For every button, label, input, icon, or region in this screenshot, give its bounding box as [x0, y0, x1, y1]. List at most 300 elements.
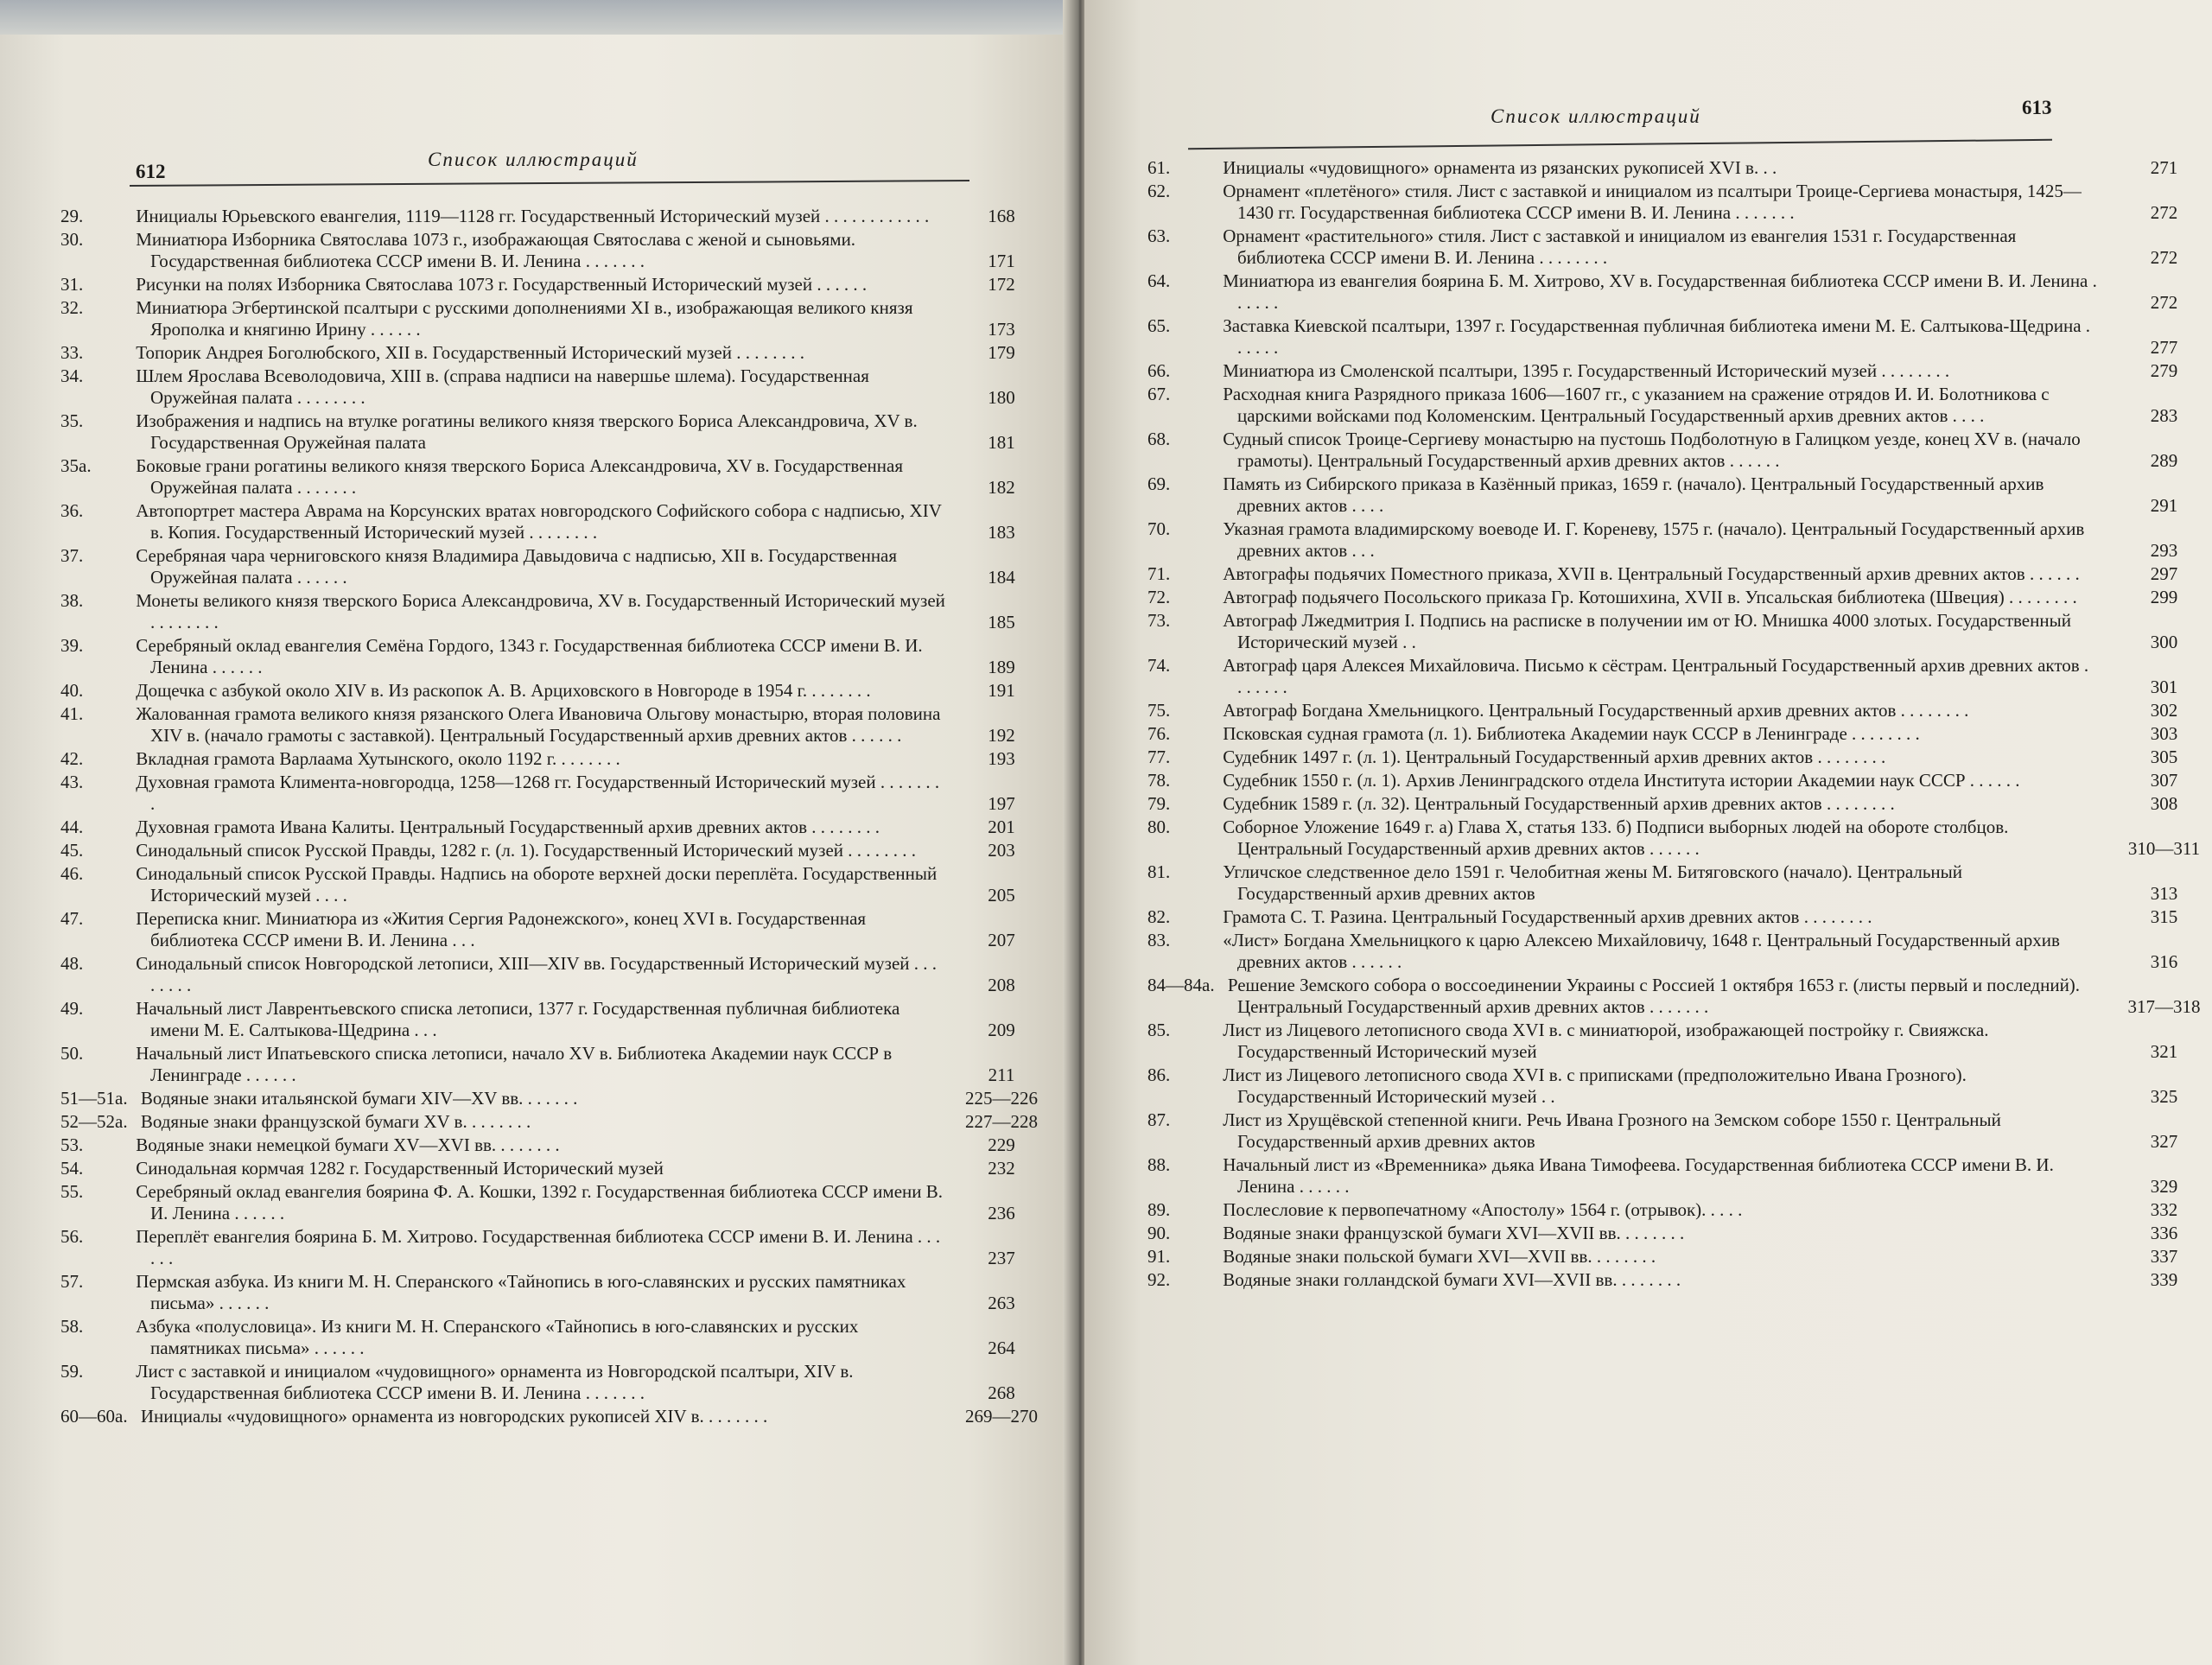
entry-page-number: 264 [988, 1338, 1015, 1358]
entry-number: 62. [1147, 181, 1171, 201]
list-item [60, 545, 1015, 588]
entry-number: 50. [60, 1043, 84, 1064]
entry-text [1147, 315, 2097, 359]
list-item [60, 863, 1015, 906]
entry-page-number: 269—270 [965, 1406, 1038, 1427]
entry-page-number: 208 [988, 975, 1015, 995]
entry-text [1147, 1064, 2097, 1108]
entry-number: 51—51а. [60, 1088, 128, 1109]
entry-caption: Переписка книг. Миниатюра из «Жития Сергия Радонежского», конец XVI в. Государственная библиотека СССР имени В. И. Ленина . . . [136, 908, 867, 950]
list-item [1147, 861, 2186, 905]
entry-page-number: 197 [988, 793, 1015, 814]
entry-caption: Лист с заставкой и инициалом «чудовищного» орнамента из Новгородской псалтыри, XIV в. Государственная библиотека СССР имени В. И. Ленина . . . . . . . [136, 1361, 854, 1403]
running-head: Список иллюстраций [1491, 105, 1701, 127]
list-item [1147, 181, 2186, 224]
entry-text [60, 274, 945, 296]
entry-page-number: 327 [2150, 1131, 2178, 1152]
list-item [60, 953, 1015, 996]
list-item [60, 772, 1015, 815]
entry-number: 41. [60, 703, 84, 724]
list-item [60, 1361, 1015, 1404]
entry-page-number: 305 [2150, 747, 2178, 767]
entry-caption: Водяные знаки итальянской бумаги XIV—XV вв. . . . . . . [140, 1088, 578, 1109]
list-item [1147, 563, 2186, 585]
list-item [60, 703, 1015, 747]
entry-page-number: 229 [988, 1134, 1015, 1155]
entry-caption: Псковская судная грамота (л. 1). Библиотека Академии наук СССР в Ленинграде . . . . . . . . [1223, 723, 1920, 744]
entry-text [60, 365, 945, 409]
entry-caption: Инициалы «чудовищного» орнамента из новгородских рукописей XIV в. . . . . . . . [140, 1406, 768, 1427]
left-page [0, 0, 1076, 1665]
entry-text [60, 1088, 945, 1109]
entry-caption: Автопортрет мастера Аврама на Корсунских вратах новгородского Софийского собора с надписью, XIV в. Копия. Государственный Исторический музей . . . . . . . . [136, 500, 942, 543]
entry-page-number: 317—318 [2127, 996, 2201, 1017]
entry-text [1147, 770, 2097, 791]
entry-number: 60—60а. [60, 1406, 128, 1427]
entry-number: 54. [60, 1158, 84, 1179]
entry-page-number: 329 [2150, 1176, 2178, 1197]
list-item [1147, 1223, 2186, 1244]
entry-number: 78. [1147, 770, 1171, 791]
entry-number: 71. [1147, 563, 1171, 584]
header-rule [1188, 139, 2052, 149]
entry-page-number: 289 [2150, 450, 2178, 471]
list-item [60, 1181, 1015, 1224]
entry-number: 63. [1147, 226, 1171, 246]
entry-text [60, 342, 945, 364]
entry-text [1147, 906, 2097, 928]
entry-caption: Синодальный список Новгородской летописи, XIII—XIV вв. Государственный Исторический музей . . . . . . . . [136, 953, 938, 995]
entry-caption: Серебряный оклад евангелия Семёна Гордого, 1343 г. Государственная библиотека СССР имени В. И. Ленина . . . . . . [136, 635, 923, 677]
entry-caption: Решение Земского собора о воссоединении Украины с Россией 1 октября 1653 г. (листы первый и последний). Центральный Государственный архив древних актов . . . . . . . [1227, 975, 2081, 1017]
entry-text [1147, 563, 2097, 585]
entry-caption: Автограф подьячего Посольского приказа Гр. Котошихина, XVII в. Упсальская библиотека (Швеция) . . . . . . . . [1223, 587, 2077, 607]
entry-caption: Миниатюра из Смоленской псалтыри, 1395 г. Государственный Исторический музей . . . . . . . . [1223, 360, 1950, 381]
entry-text [60, 1111, 945, 1133]
entry-number: 31. [60, 274, 84, 295]
entry-text [60, 229, 945, 272]
entry-text [1147, 429, 2097, 472]
entry-number: 49. [60, 998, 84, 1019]
entry-page-number: 184 [988, 567, 1015, 588]
entry-page-number: 171 [988, 251, 1015, 271]
entry-text [60, 1134, 945, 1156]
entry-caption: Заставка Киевской псалтыри, 1397 г. Государственная публичная библиотека имени М. Е. Салтыкова-Щедрина . . . . . . [1223, 315, 2091, 358]
entry-page-number: 297 [2150, 563, 2178, 584]
list-item [60, 817, 1015, 838]
entry-page-number: 299 [2150, 587, 2178, 607]
list-item [1147, 226, 2186, 269]
entry-text [60, 748, 945, 770]
entry-page-number: 279 [2150, 360, 2178, 381]
list-item [1147, 1020, 2186, 1063]
header-rule [130, 180, 969, 187]
entry-number: 55. [60, 1181, 84, 1202]
entry-caption: Судебник 1589 г. (л. 32). Центральный Государственный архив древних актов . . . . . . . . [1223, 793, 1895, 814]
list-item [60, 908, 1015, 951]
list-item [1147, 1064, 2186, 1108]
entry-caption: Азбука «полусловица». Из книги М. Н. Сперанского «Тайнопись в юго-славянских и русских памятниках письма» . . . . . . [136, 1316, 859, 1358]
list-item [1147, 270, 2186, 314]
background-strip [0, 0, 1063, 35]
entry-caption: Миниатюра из евангелия боярина Б. М. Хитрово, XV в. Государственная библиотека СССР имени В. И. Ленина . . . . . . [1223, 270, 2097, 313]
entry-caption: Автограф Богдана Хмельницкого. Центральный Государственный архив древних актов . . . . . . . . [1223, 700, 1969, 721]
entry-caption: Миниатюра Изборника Святослава 1073 г., изображающая Святослава с женой и сыновьями. Государственная библиотека СССР имени В. И. Ленина . . . . . . . [136, 229, 856, 271]
entry-caption: Водяные знаки немецкой бумаги XV—XVI вв. . . . . . . . [136, 1134, 560, 1155]
page-number: 613 [2022, 97, 2052, 118]
entry-text [60, 1271, 945, 1314]
illustration-list [1147, 157, 2201, 1293]
entry-page-number: 307 [2150, 770, 2178, 791]
entry-number: 92. [1147, 1269, 1171, 1290]
entry-number: 59. [60, 1361, 84, 1382]
entry-caption: Шлем Ярослава Всеволодовича, XIII в. (справа надписи на навершье шлема). Государственная Оружейная палата . . . . . . . . [136, 365, 869, 408]
entry-caption: Орнамент «плетёного» стиля. Лист с заставкой и инициалом из псалтыри Троице-Сергиева монастыря, 1425—1430 гг. Государственная библиотека СССР имени В. И. Ленина . . . . . . . [1223, 181, 2082, 223]
entry-text [60, 545, 945, 588]
entry-page-number: 302 [2150, 700, 2178, 721]
entry-number: 64. [1147, 270, 1171, 291]
entry-text [1147, 723, 2097, 745]
entry-caption: Рисунки на полях Изборника Святослава 1073 г. Государственный Исторический музей . . . . . . [136, 274, 868, 295]
entry-page-number: 291 [2150, 495, 2178, 516]
entry-text [1147, 1020, 2097, 1063]
entry-caption: Топорик Андрея Боголюбского, XII в. Государственный Исторический музей . . . . . . . . [136, 342, 804, 363]
entry-caption: Расходная книга Разрядного приказа 1606—1607 гг., с указанием на сражение отрядов И. И. Болотникова с царскими войсками под Коломенским. Центральный Государственный архив древних актов . . . . [1223, 384, 2050, 426]
entry-page-number: 209 [988, 1020, 1015, 1040]
list-item [1147, 723, 2186, 745]
entry-number: 73. [1147, 610, 1171, 631]
entry-number: 36. [60, 500, 84, 521]
entry-text [60, 590, 945, 633]
entry-page-number: 339 [2150, 1269, 2178, 1290]
entry-page-number: 172 [988, 274, 1015, 295]
entry-text [60, 1043, 945, 1086]
entry-number: 52—52а. [60, 1111, 128, 1132]
list-item [1147, 587, 2186, 608]
entry-caption: Начальный лист Ипатьевского списка летописи, начало XV в. Библиотека Академии наук СССР в Ленинграде . . . . . . [136, 1043, 893, 1085]
entry-number: 29. [60, 206, 84, 226]
entry-text [60, 703, 945, 747]
list-item [60, 998, 1015, 1041]
entry-text [1147, 930, 2097, 973]
running-head: Список иллюстраций [428, 149, 639, 170]
entry-page-number: 337 [2150, 1246, 2178, 1267]
entry-text [1147, 384, 2097, 427]
entry-number: 43. [60, 772, 84, 792]
list-item [1147, 610, 2186, 653]
list-item [60, 1271, 1015, 1314]
entry-text [1147, 1246, 2097, 1268]
entry-page-number: 277 [2150, 337, 2178, 358]
entry-page-number: 271 [2150, 157, 2178, 178]
entry-caption: Водяные знаки голландской бумаги XVI—XVII вв. . . . . . . . [1223, 1269, 1681, 1290]
entry-text [1147, 861, 2097, 905]
entry-caption: Лист из Лицевого летописного свода XVI в. с приписками (предположительно Ивана Грозного). Государственный Исторический музей . . [1223, 1064, 1967, 1107]
entry-caption: Судебник 1550 г. (л. 1). Архив Ленинградского отдела Института истории Академии наук СССР . . . . . . [1223, 770, 2020, 791]
entry-number: 40. [60, 680, 84, 701]
entry-number: 67. [1147, 384, 1171, 404]
entry-caption: Пермская азбука. Из книги М. Н. Сперанского «Тайнопись в юго-славянских и русских памятниках письма» . . . . . . [136, 1271, 906, 1313]
entry-number: 91. [1147, 1246, 1171, 1267]
entry-number: 61. [1147, 157, 1171, 178]
entry-number: 76. [1147, 723, 1171, 744]
list-item [60, 274, 1015, 296]
entry-caption: Переплёт евангелия боярина Б. М. Хитрово. Государственная библиотека СССР имени В. И. Ленина . . . . . . [136, 1226, 941, 1268]
entry-text [1147, 157, 2097, 179]
entry-page-number: 179 [988, 342, 1015, 363]
entry-page-number: 182 [988, 477, 1015, 498]
entry-caption: Послесловие к первопечатному «Апостолу» 1564 г. (отрывок). . . . . [1223, 1199, 1743, 1220]
entry-text [60, 908, 945, 951]
entry-page-number: 237 [988, 1248, 1015, 1268]
list-item [1147, 700, 2186, 721]
entry-caption: Духовная грамота Ивана Калиты. Центральный Государственный архив древних актов . . . . . . . . [136, 817, 880, 837]
list-item [60, 1406, 1038, 1427]
entry-caption: Судебник 1497 г. (л. 1). Центральный Государственный архив древних актов . . . . . . . . [1223, 747, 1886, 767]
list-item [60, 342, 1015, 364]
entry-caption: Судный список Троице-Сергиеву монастырю на пустошь Подболотную в Галицком уезде, конец XV в. (начало грамоты). Центральный Государственный архив древних актов . . . . . . [1223, 429, 2081, 471]
list-item [60, 635, 1015, 678]
entry-text [60, 998, 945, 1041]
entry-caption: Синодальный список Русской Правды, 1282 г. (л. 1). Государственный Исторический музей . . . . . . . . [136, 840, 917, 861]
list-item [60, 297, 1015, 340]
list-item [1147, 360, 2186, 382]
entry-text [1147, 473, 2097, 517]
entry-text [1147, 226, 2097, 269]
entry-number: 48. [60, 953, 84, 974]
entry-page-number: 191 [988, 680, 1015, 701]
list-item [1147, 315, 2186, 359]
list-item [1147, 1246, 2186, 1268]
entry-text [60, 1181, 945, 1224]
entry-number: 35. [60, 410, 84, 431]
entry-page-number: 301 [2150, 677, 2178, 697]
list-item [1147, 817, 2201, 860]
entry-number: 35а. [60, 455, 92, 476]
entry-text [60, 953, 945, 996]
list-item [60, 410, 1015, 454]
entry-caption: Начальный лист из «Временника» дьяка Ивана Тимофеева. Государственная библиотека СССР имени В. И. Ленина . . . . . . [1223, 1154, 2054, 1197]
entry-number: 72. [1147, 587, 1171, 607]
entry-caption: Миниатюра Эгбертинской псалтыри с русскими дополнениями XI в., изображающая великого князя Ярополка и княгиню Ирину . . . . . . [136, 297, 913, 340]
entry-page-number: 310—311 [2127, 838, 2201, 859]
entry-page-number: 193 [988, 748, 1015, 769]
entry-number: 89. [1147, 1199, 1171, 1220]
list-item [1147, 1199, 2186, 1221]
entry-caption: Инициалы «чудовищного» орнамента из рязанских рукописей XVI в. . . [1223, 157, 1777, 178]
entry-text [60, 635, 945, 678]
entry-text [60, 1158, 945, 1179]
entry-text [1147, 817, 2097, 860]
entry-caption: Автограф царя Алексея Михайловича. Письмо к сёстрам. Центральный Государственный архив древних актов . . . . . . . [1223, 655, 2089, 697]
entry-text [60, 206, 945, 227]
entry-page-number: 211 [988, 1064, 1015, 1085]
entry-text [1147, 655, 2097, 698]
entry-text [60, 680, 945, 702]
entry-text [1147, 700, 2097, 721]
list-item [1147, 157, 2186, 179]
list-item [1147, 655, 2186, 698]
entry-page-number: 225—226 [965, 1088, 1038, 1109]
entry-number: 79. [1147, 793, 1171, 814]
entry-caption: Водяные знаки французской бумаги XV в. . . . . . . . [140, 1111, 531, 1132]
list-item [60, 229, 1015, 272]
entry-page-number: 227—228 [965, 1111, 1038, 1132]
entry-number: 42. [60, 748, 84, 769]
entry-text [60, 455, 945, 499]
entry-caption: Жалованная грамота великого князя рязанского Олега Ивановича Ольгову монастырю, вторая половина XIV в. (начало грамоты с заставкой). Центральный Государственный архив древних актов . . . . . . [136, 703, 941, 746]
entry-text [1147, 747, 2097, 768]
entry-page-number: 203 [988, 840, 1015, 861]
entry-caption: Указная грамота владимирскому воеводе И. Г. Кореневу, 1575 г. (начало). Центральный Государственный архив древних актов . . . [1223, 518, 2085, 561]
entry-number: 47. [60, 908, 84, 929]
entry-number: 84—84а. [1147, 975, 1215, 995]
entry-caption: Угличское следственное дело 1591 г. Челобитная жены М. Битяговского (начало). Центральный Государственный архив древних актов [1223, 861, 1962, 904]
entry-page-number: 321 [2150, 1041, 2178, 1062]
entry-caption: Память из Сибирского приказа в Казённый приказ, 1659 г. (начало). Центральный Государственный архив древних актов . . . . [1223, 473, 2044, 516]
list-item [1147, 1269, 2186, 1291]
entry-page-number: 205 [988, 885, 1015, 906]
entry-text [1147, 1154, 2097, 1198]
entry-page-number: 313 [2150, 883, 2178, 904]
entry-number: 69. [1147, 473, 1171, 494]
entry-number: 53. [60, 1134, 84, 1155]
entry-page-number: 185 [988, 612, 1015, 632]
list-item [1147, 975, 2201, 1018]
entry-text [1147, 1109, 2097, 1153]
entry-text [1147, 270, 2097, 314]
entry-number: 74. [1147, 655, 1171, 676]
entry-page-number: 201 [988, 817, 1015, 837]
entry-page-number: 283 [2150, 405, 2178, 426]
entry-page-number: 300 [2150, 632, 2178, 652]
entry-number: 70. [1147, 518, 1171, 539]
entry-caption: Дощечка с азбукой около XIV в. Из раскопок А. В. Арциховского в Новгороде в 1954 г. . . . . . . . [136, 680, 871, 701]
entry-caption: Водяные знаки польской бумаги XVI—XVII вв. . . . . . . . [1223, 1246, 1656, 1267]
entry-caption: Духовная грамота Климента-новгородца, 1258—1268 гг. Государственный Исторический музей . . . . . . . . [136, 772, 940, 814]
entry-page-number: 332 [2150, 1199, 2178, 1220]
entry-caption: Орнамент «растительного» стиля. Лист с заставкой и инициалом из евангелия 1531 г. Государственная библиотека СССР имени В. И. Ленина . . . . . . . . [1223, 226, 2017, 268]
entry-number: 46. [60, 863, 84, 884]
entry-text [1147, 610, 2097, 653]
entry-page-number: 272 [2150, 292, 2178, 313]
list-item [1147, 473, 2186, 517]
entry-page-number: 207 [988, 930, 1015, 950]
entry-text [1147, 587, 2097, 608]
page-number: 612 [136, 161, 166, 182]
list-item [60, 1043, 1015, 1086]
entry-caption: Лист из Хрущёвской степенной книги. Речь Ивана Грозного на Земском соборе 1550 г. Центральный Государственный архив древних актов [1223, 1109, 2001, 1152]
entry-page-number: 268 [988, 1382, 1015, 1403]
entry-page-number: 336 [2150, 1223, 2178, 1243]
entry-number: 68. [1147, 429, 1171, 449]
entry-text [60, 1406, 945, 1427]
entry-text [60, 817, 945, 838]
list-item [1147, 1154, 2186, 1198]
entry-number: 81. [1147, 861, 1171, 882]
list-item [60, 1158, 1015, 1179]
list-item [60, 1088, 1038, 1109]
entry-number: 80. [1147, 817, 1171, 837]
entry-text [60, 840, 945, 861]
entry-page-number: 316 [2150, 951, 2178, 972]
list-item [60, 840, 1015, 861]
entry-number: 37. [60, 545, 84, 566]
right-page [1084, 0, 2212, 1665]
entry-caption: Боковые грани рогатины великого князя тверского Бориса Александровича, XV в. Государственная Оружейная палата . . . . . . . [136, 455, 903, 498]
entry-number: 34. [60, 365, 84, 386]
entry-number: 77. [1147, 747, 1171, 767]
list-item [1147, 518, 2186, 562]
list-item [1147, 1109, 2186, 1153]
entry-caption: Инициалы Юрьевского евангелия, 1119—1128 гг. Государственный Исторический музей . . . . . . . . . . . . [136, 206, 930, 226]
entry-caption: «Лист» Богдана Хмельницкого к царю Алексею Михайловичу, 1648 г. Центральный Государственный архив древних актов . . . . . . [1223, 930, 2060, 972]
list-item [1147, 930, 2186, 973]
entry-page-number: 272 [2150, 247, 2178, 268]
list-item [1147, 906, 2186, 928]
entry-caption: Вкладная грамота Варлаама Хутынского, около 1192 г. . . . . . . . [136, 748, 620, 769]
entry-text [1147, 360, 2097, 382]
entry-text [1147, 1223, 2097, 1244]
entry-number: 33. [60, 342, 84, 363]
entry-number: 88. [1147, 1154, 1171, 1175]
illustration-list [60, 206, 1038, 1429]
entry-page-number: 180 [988, 387, 1015, 408]
entry-page-number: 293 [2150, 540, 2178, 561]
entry-caption: Лист из Лицевого летописного свода XVI в. с миниатюрой, изображающей постройку г. Свияжска. Государственный Исторический музей [1223, 1020, 1989, 1062]
entry-page-number: 183 [988, 522, 1015, 543]
entry-number: 87. [1147, 1109, 1171, 1130]
entry-caption: Начальный лист Лаврентьевского списка летописи, 1377 г. Государственная публичная библиотека имени М. Е. Салтыкова-Щедрина . . . [136, 998, 900, 1040]
entry-number: 58. [60, 1316, 84, 1337]
entry-page-number: 303 [2150, 723, 2178, 744]
entry-caption: Синодальная кормчая 1282 г. Государственный Исторический музей [136, 1158, 664, 1179]
entry-caption: Серебряный оклад евангелия боярина Ф. А. Кошки, 1392 г. Государственная библиотека СССР имени В. И. Ленина . . . . . . [136, 1181, 944, 1223]
entry-caption: Автографы подьячих Поместного приказа, XVII в. Центральный Государственный архив древних актов . . . . . . [1223, 563, 2080, 584]
entry-number: 66. [1147, 360, 1171, 381]
entry-number: 75. [1147, 700, 1171, 721]
entry-text [1147, 1199, 2097, 1221]
entry-number: 44. [60, 817, 84, 837]
entry-number: 56. [60, 1226, 84, 1247]
list-item [60, 1316, 1015, 1359]
entry-page-number: 315 [2150, 906, 2178, 927]
entry-caption: Серебряная чара черниговского князя Владимира Давыдовича с надписью, XII в. Государственная Оружейная палата . . . . . . [136, 545, 898, 588]
entry-text [1147, 793, 2097, 815]
entry-number: 90. [1147, 1223, 1171, 1243]
entry-number: 83. [1147, 930, 1171, 950]
list-item [60, 365, 1015, 409]
entry-text [60, 1316, 945, 1359]
entry-number: 57. [60, 1271, 84, 1292]
entry-page-number: 192 [988, 725, 1015, 746]
entry-number: 39. [60, 635, 84, 656]
entry-text [1147, 518, 2097, 562]
entry-caption: Водяные знаки французской бумаги XVI—XVII вв. . . . . . . . [1223, 1223, 1685, 1243]
entry-number: 45. [60, 840, 84, 861]
entry-text [60, 1361, 945, 1404]
entry-page-number: 272 [2150, 202, 2178, 223]
entry-page-number: 325 [2150, 1086, 2178, 1107]
entry-page-number: 168 [988, 206, 1015, 226]
entry-text [1147, 181, 2097, 224]
entry-page-number: 236 [988, 1203, 1015, 1223]
list-item [60, 1226, 1015, 1269]
entry-text [60, 1226, 945, 1269]
entry-text [60, 297, 945, 340]
entry-page-number: 232 [988, 1158, 1015, 1179]
entry-page-number: 181 [988, 432, 1015, 453]
